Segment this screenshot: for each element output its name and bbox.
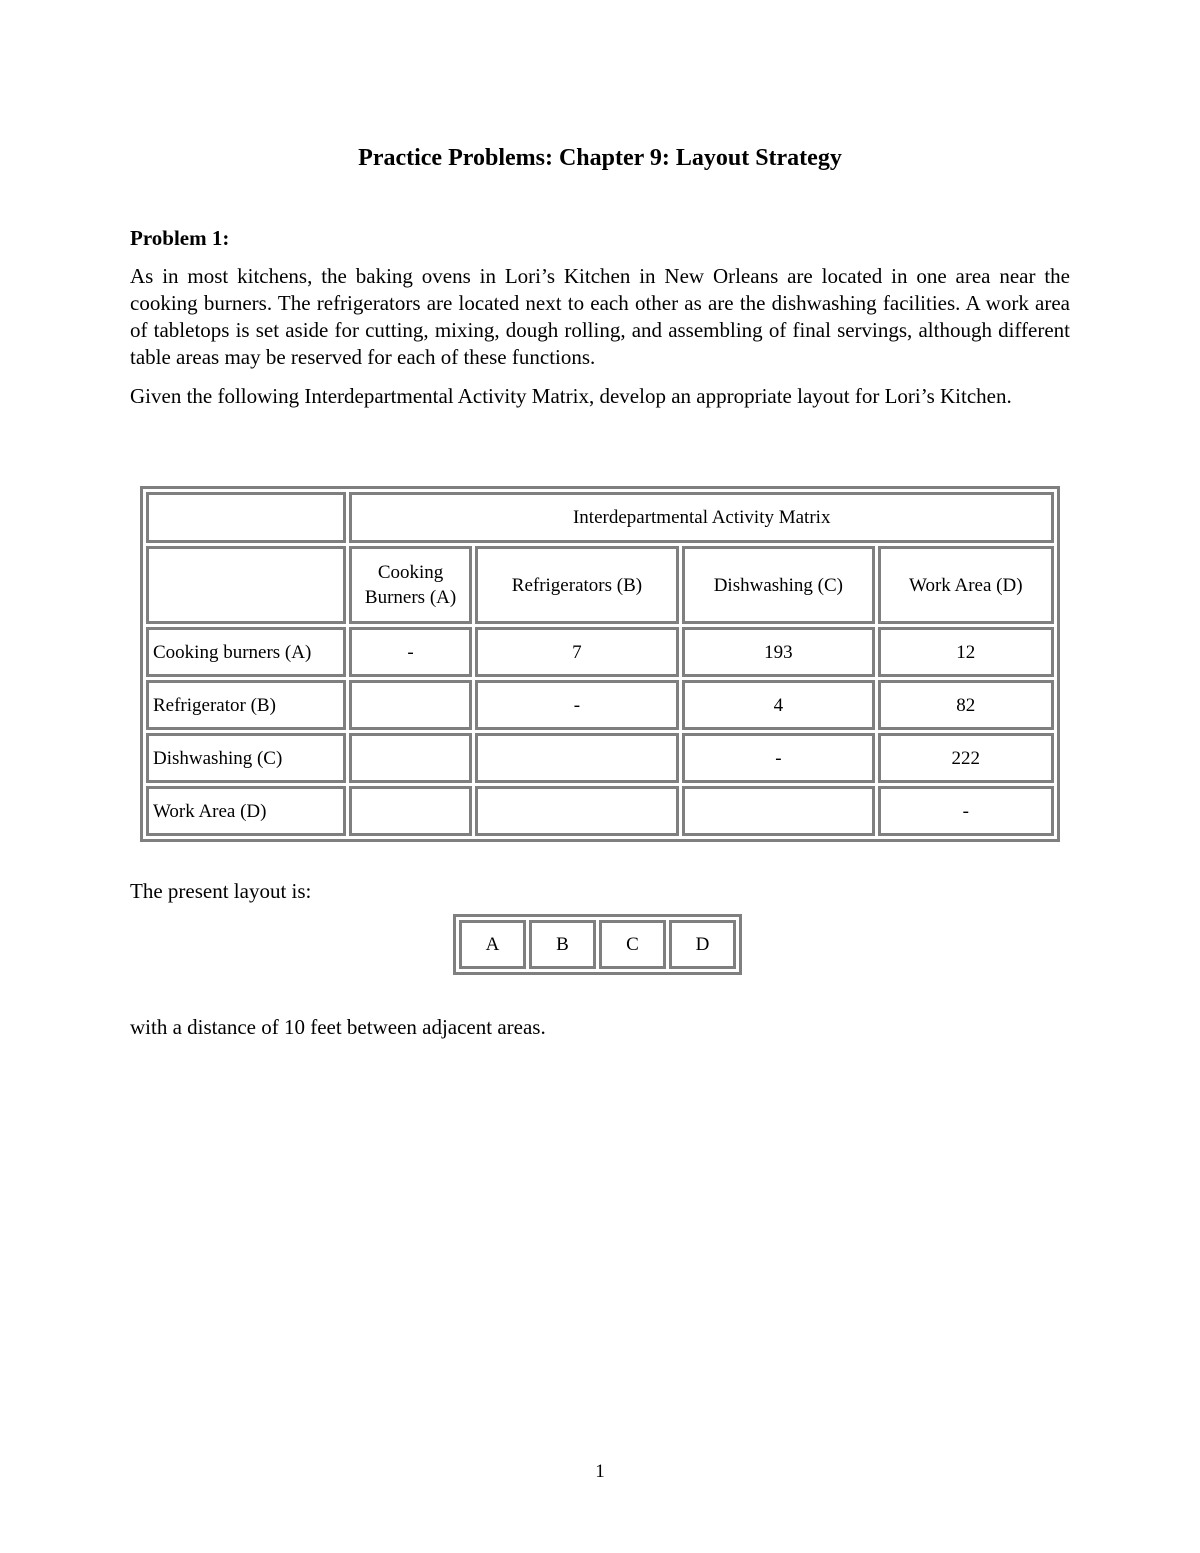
table-row (146, 733, 1054, 783)
matrix-header-row (146, 546, 1054, 624)
distance-note: with a distance of 10 feet between adjacent areas. (130, 1015, 546, 1039)
table-cell: 193 (682, 627, 874, 677)
problem-paragraph-1: As in most kitchens, the baking ovens in Lori’s Kitchen in New Orleans are located in one area near the cooking burners. The refrigerators are located next to each other as are the dishwashing facilities. A work area of tabletops is set aside for cutting, mixing, dough rolling, and assembling of final servings, although different table areas may be reserved for each of these functions. (130, 264, 1070, 369)
column-header: Refrigerators (B) (475, 546, 679, 624)
table-cell: 7 (475, 627, 679, 677)
table-cell: 82 (878, 680, 1054, 730)
layout-row (459, 920, 736, 969)
table-cell: - (349, 627, 471, 677)
interdepartmental-activity-matrix (140, 486, 1060, 842)
layout-area: B (529, 920, 596, 969)
problem-paragraph-2: Given the following Interdepartmental Activity Matrix, develop an appropriate layout for Lori’s Kitchen. (130, 384, 1012, 408)
table-row (146, 786, 1054, 836)
row-label: Refrigerator (B) (146, 680, 346, 730)
table-cell (349, 680, 471, 730)
table-cell: 4 (682, 680, 874, 730)
layout-area: D (669, 920, 736, 969)
table-cell: - (878, 786, 1054, 836)
table-cell: 222 (878, 733, 1054, 783)
page-title: Practice Problems: Chapter 9: Layout Strategy (358, 145, 842, 171)
present-layout-diagram (453, 914, 742, 975)
table-cell (475, 733, 679, 783)
table-row (146, 627, 1054, 677)
row-label: Dishwashing (C) (146, 733, 346, 783)
table-cell (349, 786, 471, 836)
table-row (146, 680, 1054, 730)
layout-area: C (599, 920, 666, 969)
table-cell: 12 (878, 627, 1054, 677)
matrix-caption-row (146, 492, 1054, 543)
matrix-corner-cell (146, 492, 346, 543)
matrix-header-blank (146, 546, 346, 624)
column-header: Work Area (D) (878, 546, 1054, 624)
problem-heading: Problem 1: (130, 226, 230, 250)
matrix-caption: Interdepartmental Activity Matrix (349, 492, 1054, 543)
row-label: Work Area (D) (146, 786, 346, 836)
column-header: Cooking Burners (A) (349, 546, 471, 624)
present-layout-label: The present layout is: (130, 879, 312, 903)
table-cell: - (475, 680, 679, 730)
column-header: Dishwashing (C) (682, 546, 874, 624)
table-cell (349, 733, 471, 783)
layout-area: A (459, 920, 526, 969)
page-number: 1 (595, 1461, 605, 1482)
table-cell: - (682, 733, 874, 783)
table-cell (475, 786, 679, 836)
row-label: Cooking burners (A) (146, 627, 346, 677)
table-cell (682, 786, 874, 836)
